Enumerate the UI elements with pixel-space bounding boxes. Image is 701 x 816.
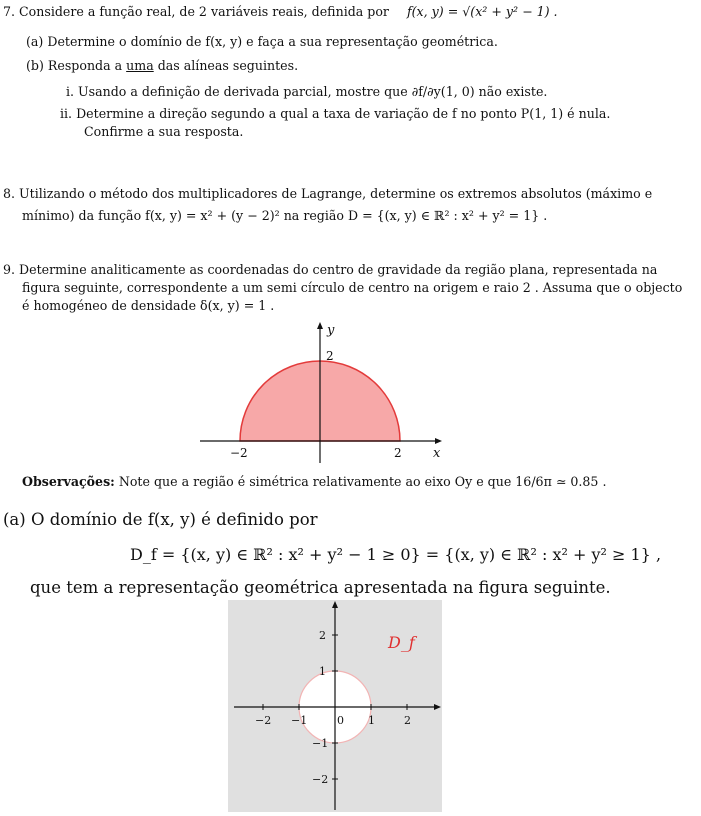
q9-line1 [3,262,657,278]
q8-text1: Utilizando o método dos multiplicadores de Lagrange, determine os extremos absolutos (máximo e [19,186,653,201]
semicircle-figure [195,318,445,466]
q7ii-line [60,106,610,122]
q7i-label: i. [66,84,75,99]
observations [22,474,606,490]
x-tick-label-0: 0 [337,714,344,727]
answer-a-line1 [3,510,318,530]
q7ii-line2: Confirme a sua resposta. [84,124,244,139]
domain-label: D_f [388,633,415,652]
q9-text1: Determine analiticamente as coordenadas do centro de gravidade da região plana, representada na [19,262,658,277]
q8-number: 8. [3,186,16,201]
q7i-text: Usando a definição de derivada parcial, mostre que ∂f/∂y(1, 0) não existe. [78,84,548,99]
q9-line3: é homogéneo de densidade δ(x, y) = 1 . [22,298,275,313]
answer-a-label: (a) [3,510,26,529]
tick-label-x-2: 2 [394,446,402,460]
y-axis-label: y [327,323,335,338]
q7a-label: (a) [26,34,44,49]
x-tick-label-neg1: −1 [291,714,308,727]
q7ii-text: Determine a direção segundo a qual a taxa de variação de f no ponto P(1, 1) é nula. [76,106,611,121]
answer-a-text: O domínio de f(x, y) é definido por [30,510,318,529]
observations-label: Observações: [22,474,115,489]
q9-line2: figura seguinte, correspondente a um semi círculo de centro na origem e raio 2 . Assuma que o objecto [22,280,683,295]
q7a-text: Determine o domínio de f(x, y) e faça a sua representação geométrica. [47,34,498,49]
q7b-text-underlined: uma [126,58,154,73]
q7-number: 7. [3,4,16,19]
y-tick-label-1: 1 [319,665,326,678]
x-axis-arrow [435,438,442,444]
q7-line [3,4,558,20]
q8-line2: mínimo) da função f(x, y) = x² + (y − 2)² na região D = {(x, y) ∈ ℝ² : x² + y² = 1} . [22,208,548,223]
q7b-label: (b) [26,58,44,73]
x-tick-label-1: 1 [368,714,375,727]
observations-text: Note que a região é simétrica relativamente ao eixo Oy e que 16/6π ≃ 0.85 . [118,474,607,489]
q7ii-label: ii. [60,106,73,121]
x-tick-label-2: 2 [404,714,411,727]
y-tick-label-neg2: −2 [312,773,329,786]
y-axis-arrow [317,322,323,329]
answer-a-line3: que tem a representação geométrica apresentada na figura seguinte. [30,578,611,597]
tick-label-x-neg2: −2 [230,446,248,460]
tick-label-y-2: 2 [326,349,334,363]
domain-formula: D_f = {(x, y) ∈ ℝ² : x² + y² − 1 ≥ 0} = {(x, y) ∈ ℝ² : x² + y² ≥ 1} , [130,545,662,564]
x-axis-label: x [433,446,441,461]
q7i-line [66,84,547,100]
q7-text: Considere a função real, de 2 variáveis reais, definida por [19,4,389,19]
q7-formula: f(x, y) = √(x² + y² − 1) . [406,4,558,19]
y-tick-label-2: 2 [319,629,326,642]
x-tick-label-neg2: −2 [255,714,272,727]
q9-number: 9. [3,262,16,277]
q7a-line [26,34,498,50]
domain-figure [228,600,442,812]
y-tick-label-neg1: −1 [312,737,329,750]
q8-line1 [3,186,652,202]
q7b-text-post: das alíneas seguintes. [153,58,299,73]
q7b-line [26,58,298,74]
q7b-text-pre: Responda a [47,58,127,73]
